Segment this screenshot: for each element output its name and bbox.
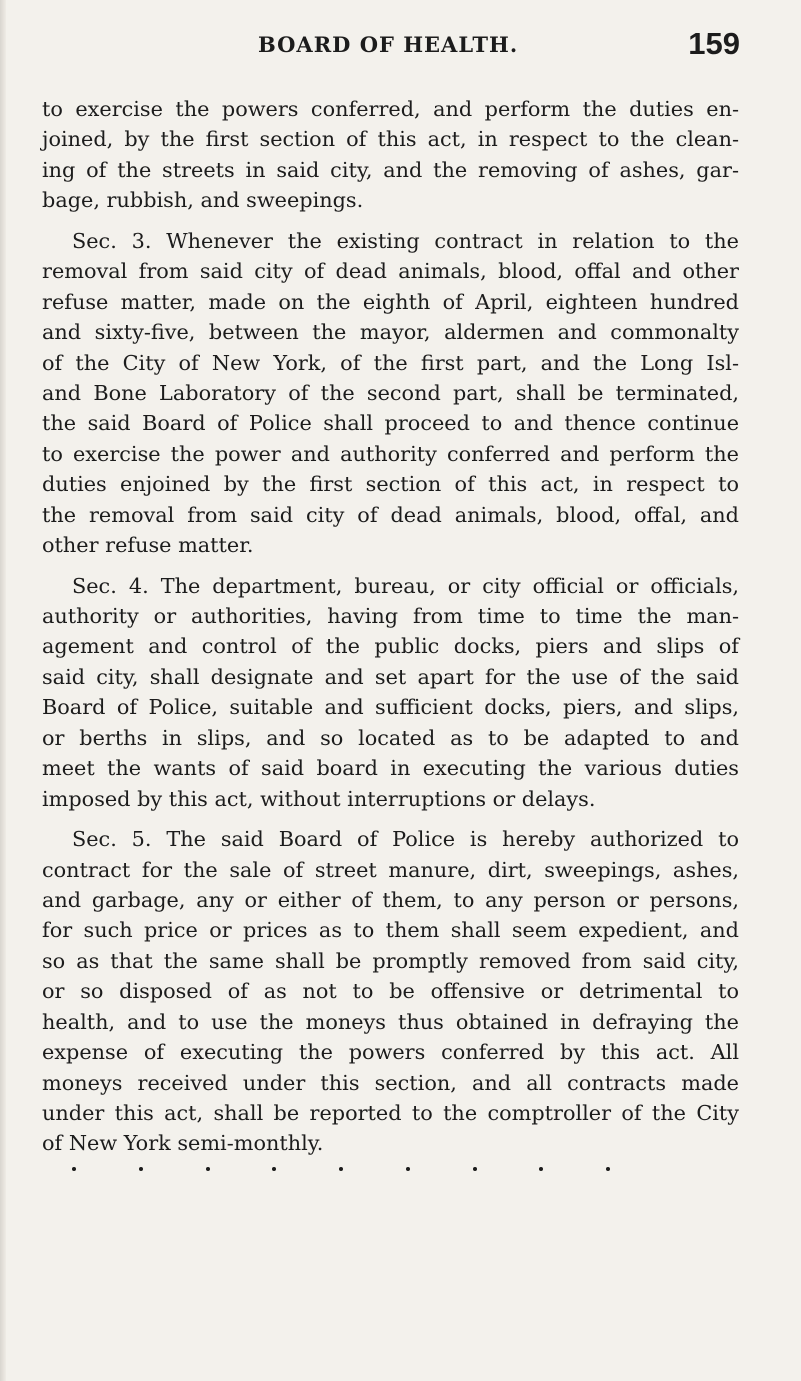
text-line: and sixty-five, between the mayor, aldermen and commonalty [42, 320, 739, 345]
section-omission-dots [72, 1159, 610, 1179]
body-text [42, 94, 739, 1179]
text-line: bage, rubbish, and sweepings. [42, 188, 364, 213]
page-number: 159 [688, 26, 740, 61]
text-line: Sec. 4. The department, bureau, or city official or officials, [72, 573, 739, 598]
text-line: Sec. 5. The said Board of Police is hereby authorized to [72, 827, 739, 852]
section-5-paragraph [42, 824, 739, 1159]
ellipsis-dot [339, 1167, 343, 1171]
text-line: or berths in slips, and so located as to be adapted to and [42, 725, 739, 750]
text-line: health, and to use the moneys thus obtained in defraying the [42, 1009, 739, 1034]
text-line: moneys received under this section, and all contracts made [42, 1070, 739, 1095]
text-line: duties enjoined by the first section of this act, in respect to [42, 472, 739, 497]
text-line: authority or authorities, having from time to time the man- [42, 604, 739, 628]
text-line: meet the wants of said board in executing the various duties [42, 756, 739, 781]
text-line: imposed by this act, without interruptions or delays. [42, 786, 596, 811]
ellipsis-dot [206, 1167, 210, 1171]
ellipsis-dot [539, 1167, 543, 1171]
text-line: removal from said city of dead animals, blood, offal and other [42, 259, 739, 284]
text-line: the removal from said city of dead animals, blood, offal, and [42, 502, 739, 527]
text-line: or so disposed of as not to be offensive or detrimental to [42, 979, 739, 1004]
text-line: Board of Police, suitable and sufficient docks, piers, and slips, [42, 695, 739, 720]
text-line: refuse matter, made on the eighth of April, eighteen hundred [42, 289, 739, 314]
page-binding-edge [0, 0, 6, 1381]
text-line: joined, by the first section of this act, in respect to the clean- [42, 127, 739, 152]
text-line: to exercise the power and authority conferred and perform the [42, 441, 739, 466]
text-line: of the City of New York, of the first part, and the Long Isl- [42, 350, 739, 375]
ellipsis-dot [72, 1167, 76, 1171]
page-header [40, 26, 740, 70]
running-head: BOARD OF HEALTH. [258, 32, 519, 57]
text-line: and garbage, any or either of them, to any person or persons, [42, 887, 739, 912]
text-line: for such price or prices as to them shall seem expedient, and [42, 918, 739, 943]
text-line: said city, shall designate and set apart for the use of the said [42, 664, 739, 689]
text-line: ing of the streets in said city, and the removing of ashes, gar- [42, 157, 739, 182]
text-line: contract for the sale of street manure, dirt, sweepings, ashes, [42, 857, 739, 882]
section-3-paragraph [42, 226, 739, 561]
text-line: so as that the same shall be promptly removed from said city, [42, 948, 739, 973]
section-4-paragraph [42, 571, 739, 815]
text-line: under this act, shall be reported to the comptroller of the City [42, 1101, 739, 1125]
ellipsis-dot [272, 1167, 276, 1171]
paragraph-continuation [42, 94, 739, 216]
ellipsis-dot [473, 1167, 477, 1171]
text-line: of New York semi-monthly. [42, 1131, 324, 1156]
text-line: other refuse matter. [42, 533, 254, 558]
ellipsis-dot [606, 1167, 610, 1171]
text-line: expense of executing the powers conferred by this act. All [42, 1040, 739, 1065]
text-line: and Bone Laboratory of the second part, shall be terminated, [42, 380, 739, 405]
text-line: Sec. 3. Whenever the existing contract in relation to the [72, 228, 739, 253]
text-line: to exercise the powers conferred, and perform the duties en- [42, 97, 739, 121]
text-line: agement and control of the public docks, piers and slips of [42, 634, 739, 659]
ellipsis-dot [406, 1167, 410, 1171]
text-line: the said Board of Police shall proceed to and thence continue [42, 411, 739, 436]
ellipsis-dot [139, 1167, 143, 1171]
